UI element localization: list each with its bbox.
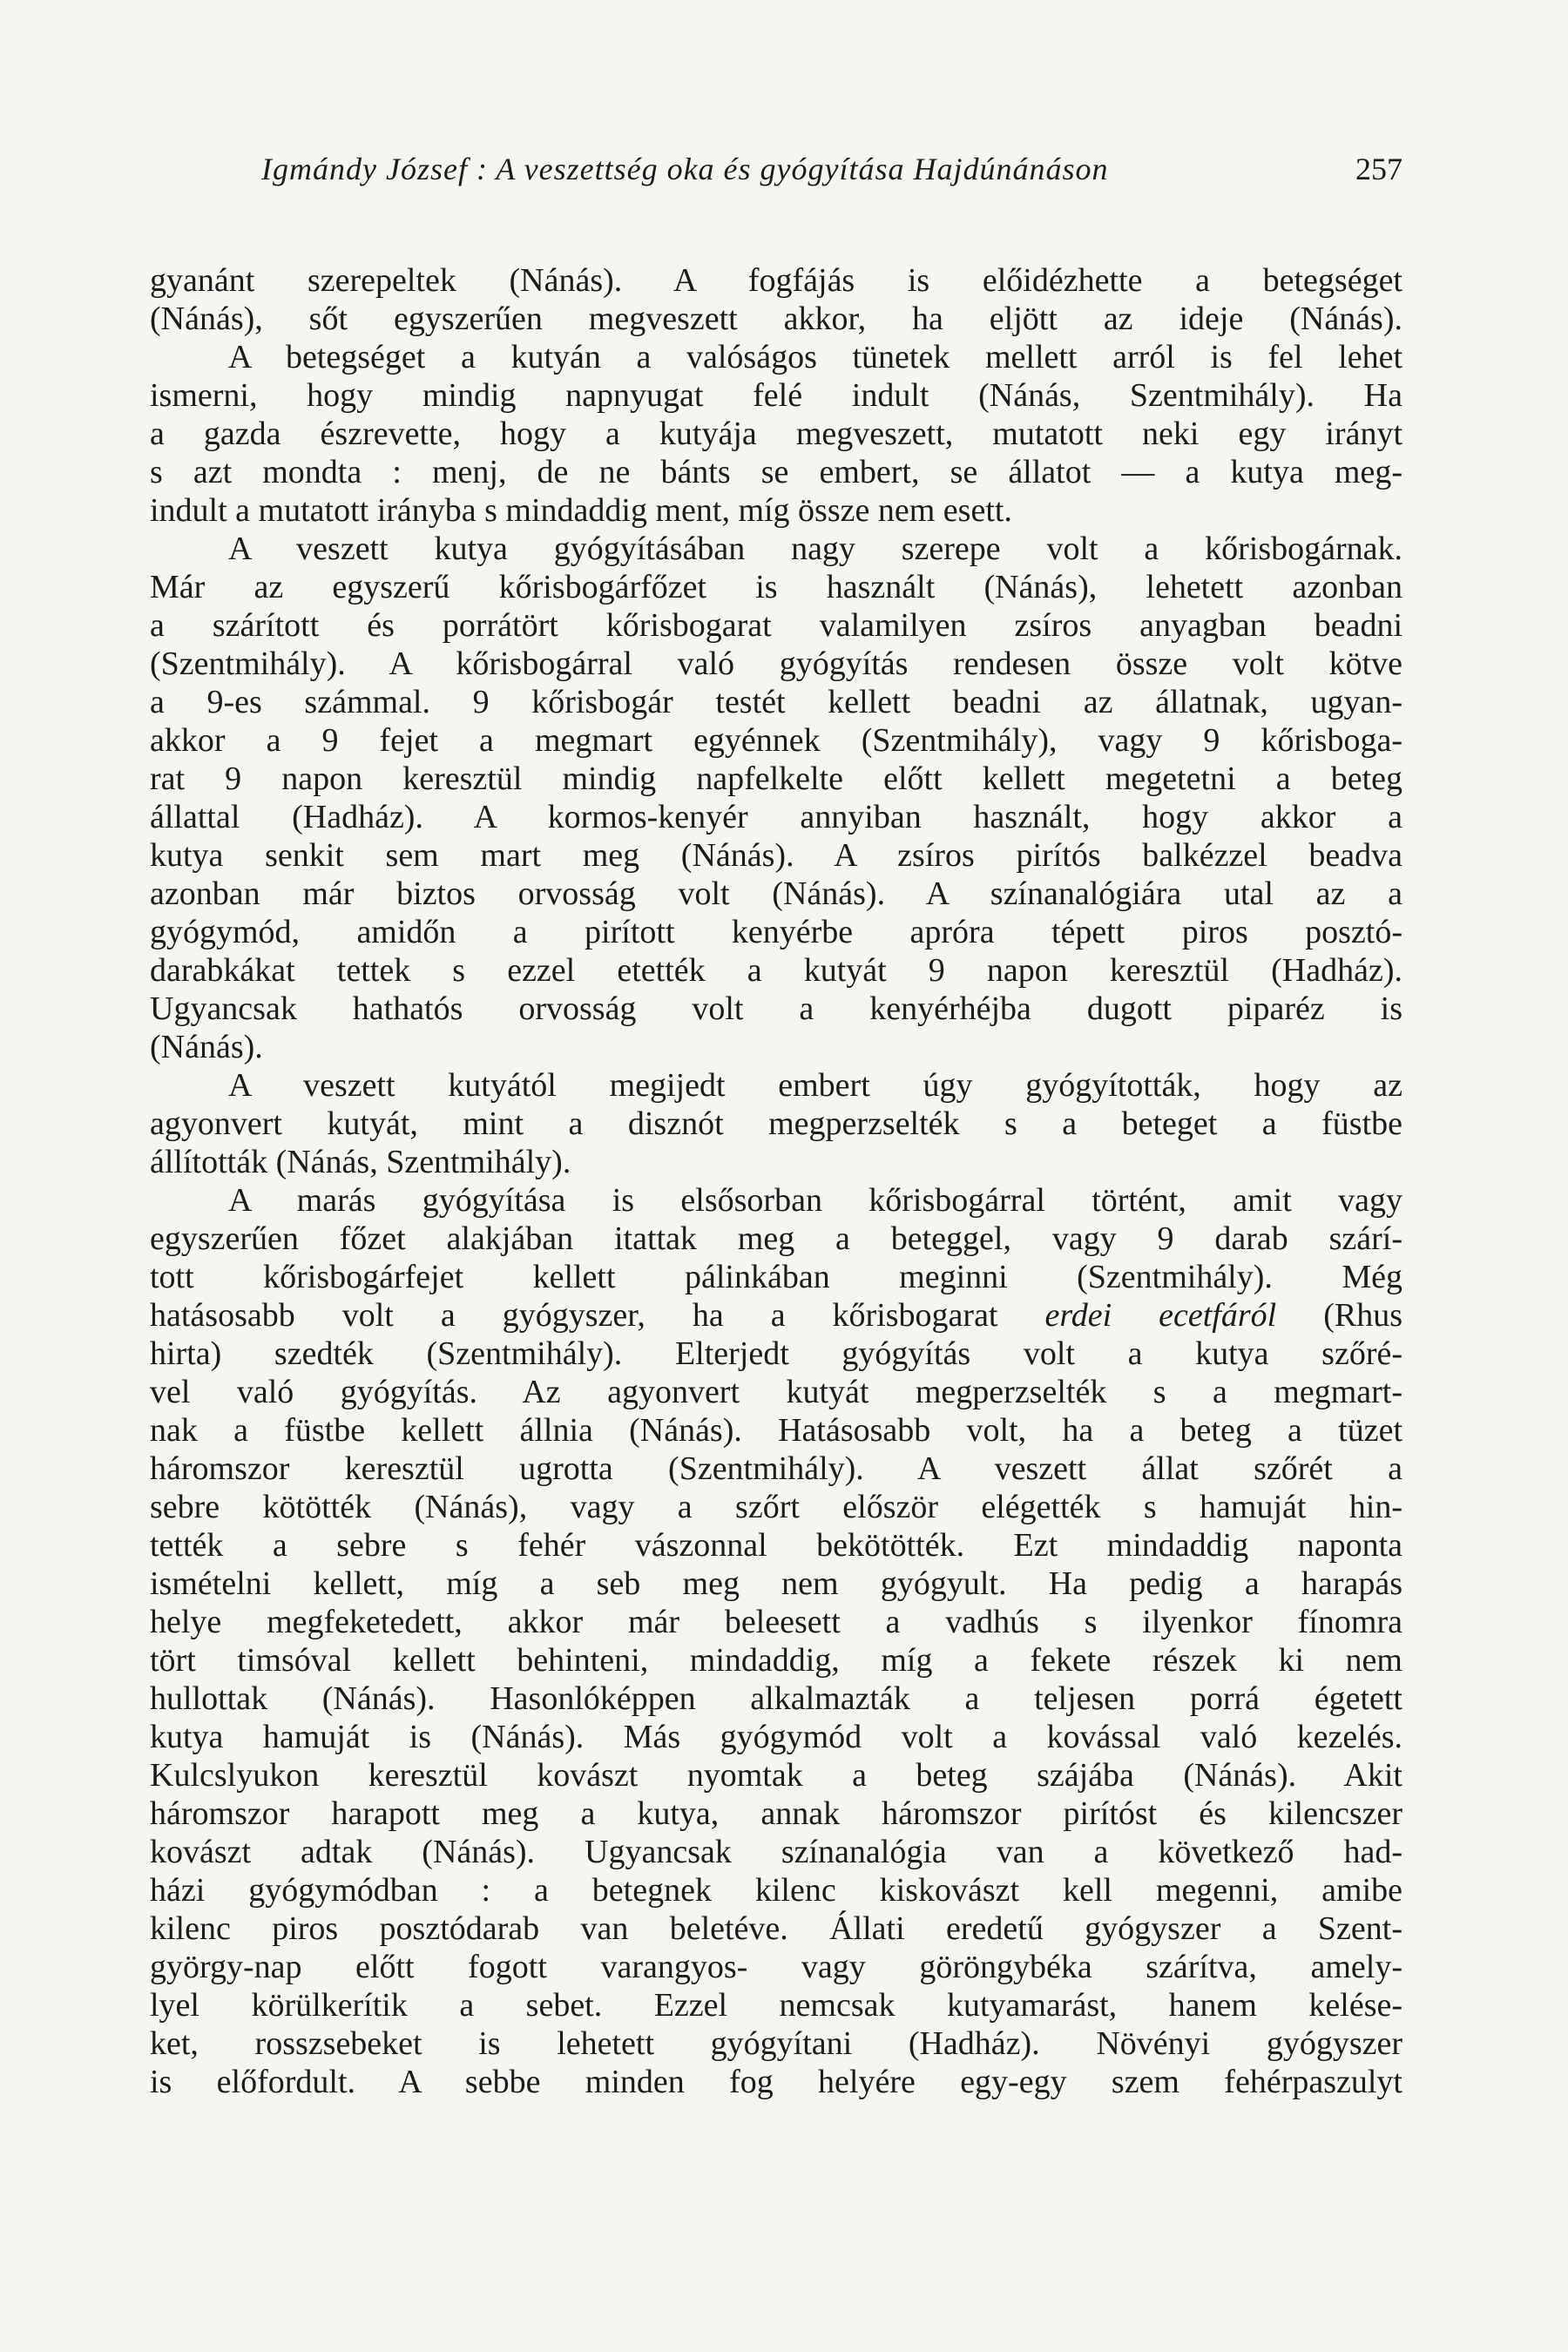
text-line bbox=[150, 1066, 1402, 1105]
text-line bbox=[150, 491, 1402, 530]
text-line bbox=[150, 760, 1402, 798]
text-line bbox=[150, 836, 1402, 875]
text-line-content: is előfordult. A sebbe minden fog helyére egy-egy szem fehérpaszulyt bbox=[150, 2064, 1402, 2100]
text-line-content: darabkákat tettek s ezzel etették a kutyát 9 napon keresztül (Hadház). bbox=[150, 952, 1402, 989]
text-line-content: tették a sebre s fehér vászonnal bekötötték. Ezt mindaddig naponta bbox=[150, 1527, 1402, 1564]
text-line bbox=[150, 1948, 1402, 1986]
text-line bbox=[150, 1296, 1402, 1335]
text-line bbox=[150, 1488, 1402, 1526]
text-line-content: a 9-es számmal. 9 kőrisbogár testét kellett beadni az állatnak, ugyan- bbox=[150, 684, 1402, 720]
text-line-content: agyonvert kutyát, mint a disznót megperzselték s a beteget a füstbe bbox=[150, 1105, 1402, 1142]
text-line-content: kovászt adtak (Nánás). Ugyancsak színanalógia van a következő had- bbox=[150, 1834, 1402, 1870]
text-line-content: rat 9 napon keresztül mindig napfelkelte előtt kellett megetetni a beteg bbox=[150, 760, 1402, 797]
text-line bbox=[150, 683, 1402, 721]
text-line-content: Kulcslyukon keresztül kovászt nyomtak a beteg szájába (Nánás). Akit bbox=[150, 1757, 1402, 1794]
text-line-content: A veszett kutyától megijedt embert úgy gyógyították, hogy az bbox=[228, 1067, 1402, 1104]
text-line bbox=[150, 530, 1402, 568]
text-line-content: egyszerűen főzet alakjában itattak meg a beteggel, vagy 9 darab szárí- bbox=[150, 1220, 1402, 1257]
body-text bbox=[150, 261, 1402, 2101]
text-line bbox=[150, 376, 1402, 415]
text-line bbox=[150, 2063, 1402, 2101]
text-line bbox=[150, 2024, 1402, 2063]
text-line bbox=[150, 1526, 1402, 1565]
text-line bbox=[150, 1373, 1402, 1411]
text-line bbox=[150, 415, 1402, 453]
text-line-content: állították (Nánás, Szentmihály). bbox=[150, 1144, 571, 1180]
text-line bbox=[150, 1986, 1402, 2024]
text-line-content: ismételni kellett, míg a seb meg nem gyógyult. Ha pedig a harapás bbox=[150, 1565, 1402, 1602]
text-line-content: házi gyógymódban : a betegnek kilenc kiskovászt kell megenni, amibe bbox=[150, 1872, 1402, 1909]
text-line-content: helye megfeketedett, akkor már beleesett a vadhús s ilyenkor fínomra bbox=[150, 1604, 1402, 1640]
text-line bbox=[150, 1411, 1402, 1450]
text-line-content: györgy-nap előtt fogott varangyos- vagy göröngybéka szárítva, amely- bbox=[150, 1949, 1402, 1985]
text-line-content: tott kőrisbogárfejet kellett pálinkában meginni (Szentmihály). Még bbox=[150, 1259, 1402, 1295]
text-line bbox=[150, 721, 1402, 760]
text-line-content: tört timsóval kellett behinteni, mindaddig, míg a fekete részek ki nem bbox=[150, 1642, 1402, 1679]
text-line-content: vel való gyógyítás. Az agyonvert kutyát megperzselték s a megmart- bbox=[150, 1374, 1402, 1410]
text-line bbox=[150, 338, 1402, 376]
text-line bbox=[150, 1794, 1402, 1833]
text-line-content: hirta) szedték (Szentmihály). Elterjedt gyógyítás volt a kutya szőré- bbox=[150, 1335, 1402, 1372]
text-line-content: A marás gyógyítása is elsősorban kőrisbogárral történt, amit vagy bbox=[228, 1182, 1402, 1219]
text-line-content: hatásosabb volt a gyógyszer, ha a kőrisbogarat bbox=[150, 1297, 1045, 1334]
italic-term: erdei ecetfáról bbox=[1044, 1297, 1277, 1334]
text-line-content: (Nánás), sőt egyszerűen megveszett akkor, ha eljött az ideje (Nánás). bbox=[150, 301, 1402, 337]
text-line bbox=[150, 1181, 1402, 1220]
text-line-content: nak a füstbe kellett állnia (Nánás). Hatásosabb volt, ha a beteg a tüzet bbox=[150, 1412, 1402, 1449]
text-line bbox=[150, 798, 1402, 836]
text-line-content: háromszor keresztül ugrotta (Szentmihály). A veszett állat szőrét a bbox=[150, 1450, 1402, 1487]
text-line bbox=[150, 913, 1402, 951]
text-line-content: gyógymód, amidőn a pirított kenyérbe apróra tépett piros posztó- bbox=[150, 914, 1402, 950]
text-line bbox=[150, 1258, 1402, 1296]
text-line-content: kutya hamuját is (Nánás). Más gyógymód volt a kovással való kezelés. bbox=[150, 1719, 1402, 1755]
text-line bbox=[150, 300, 1402, 338]
text-line-content: A betegséget a kutyán a valóságos tünetek mellett arról is fel lehet bbox=[228, 339, 1402, 375]
text-line bbox=[150, 1565, 1402, 1603]
text-line bbox=[150, 1028, 1402, 1066]
text-line bbox=[150, 453, 1402, 491]
text-line-content: ket, rosszsebeket is lehetett gyógyítani (Hadház). Növényi gyógyszer bbox=[150, 2025, 1402, 2062]
text-line bbox=[150, 951, 1402, 990]
text-line-content: ismerni, hogy mindig napnyugat felé indult (Nánás, Szentmihály). Ha bbox=[150, 377, 1402, 414]
text-line bbox=[150, 568, 1402, 606]
text-line-content: sebre kötötték (Nánás), vagy a szőrt először elégették s hamuját hin- bbox=[150, 1489, 1402, 1525]
page-number: 257 bbox=[1355, 152, 1402, 186]
text-line-content: a szárított és porrátört kőrisbogarat valamilyen zsíros anyagban beadni bbox=[150, 607, 1402, 644]
text-line-content: s azt mondta : menj, de ne bánts se embert, se állatot — a kutya meg- bbox=[150, 454, 1402, 490]
running-title: Igmándy József : A veszettség oka és gyógyítása Hajdúnánáson bbox=[261, 152, 1109, 186]
text-line bbox=[150, 1718, 1402, 1756]
text-line bbox=[150, 1756, 1402, 1794]
text-line-content: (Szentmihály). A kőrisbogárral való gyógyítás rendesen össze volt kötve bbox=[150, 645, 1402, 682]
text-line bbox=[150, 875, 1402, 913]
text-line-content: állattal (Hadház). A kormos-kenyér annyiban használt, hogy akkor a bbox=[150, 799, 1402, 835]
text-line-content: kilenc piros posztódarab van beletéve. Állati eredetű gyógyszer a Szent- bbox=[150, 1910, 1402, 1947]
text-line bbox=[150, 1680, 1402, 1718]
text-line bbox=[150, 1143, 1402, 1181]
text-line-continuation: (Rhus bbox=[1276, 1297, 1402, 1334]
text-line bbox=[150, 1641, 1402, 1680]
text-line bbox=[150, 990, 1402, 1028]
text-line bbox=[150, 1335, 1402, 1373]
text-line bbox=[150, 1105, 1402, 1143]
text-line-content: háromszor harapott meg a kutya, annak háromszor pirítóst és kilencszer bbox=[150, 1795, 1402, 1832]
text-line bbox=[150, 606, 1402, 645]
text-line bbox=[150, 645, 1402, 683]
text-line bbox=[150, 1450, 1402, 1488]
running-head bbox=[261, 143, 1402, 195]
text-line-content: Már az egyszerű kőrisbogárfőzet is használt (Nánás), lehetett azonban bbox=[150, 569, 1402, 605]
text-line bbox=[150, 261, 1402, 300]
text-line-content: a gazda észrevette, hogy a kutyája megveszett, mutatott neki egy irányt bbox=[150, 416, 1402, 452]
text-line-content: akkor a 9 fejet a megmart egyénnek (Szentmihály), vagy 9 kőrisboga- bbox=[150, 722, 1402, 759]
text-line-content: A veszett kutya gyógyításában nagy szerepe volt a kőrisbogárnak. bbox=[228, 531, 1402, 567]
text-line-content: Ugyancsak hathatós orvosság volt a kenyérhéjba dugott piparéz is bbox=[150, 990, 1402, 1027]
text-line bbox=[150, 1871, 1402, 1909]
text-line bbox=[150, 1833, 1402, 1871]
text-line-content: indult a mutatott irányba s mindaddig ment, míg össze nem esett. bbox=[150, 492, 1012, 529]
text-line-content: lyel körülkerítik a sebet. Ezzel nemcsak kutyamarást, hanem kelése- bbox=[150, 1987, 1402, 2024]
text-line bbox=[150, 1220, 1402, 1258]
text-line-content: (Nánás). bbox=[150, 1029, 263, 1065]
text-line bbox=[150, 1603, 1402, 1641]
text-line-content: azonban már biztos orvosság volt (Nánás). A színanalógiára utal az a bbox=[150, 875, 1402, 912]
text-line bbox=[150, 1909, 1402, 1948]
text-line-content: hullottak (Nánás). Hasonlóképpen alkalmazták a teljesen porrá égetett bbox=[150, 1680, 1402, 1717]
text-line-content: gyanánt szerepeltek (Nánás). A fogfájás is előidézhette a betegséget bbox=[150, 262, 1402, 299]
text-line-content: kutya senkit sem mart meg (Nánás). A zsíros pirítós balkézzel beadva bbox=[150, 837, 1402, 874]
